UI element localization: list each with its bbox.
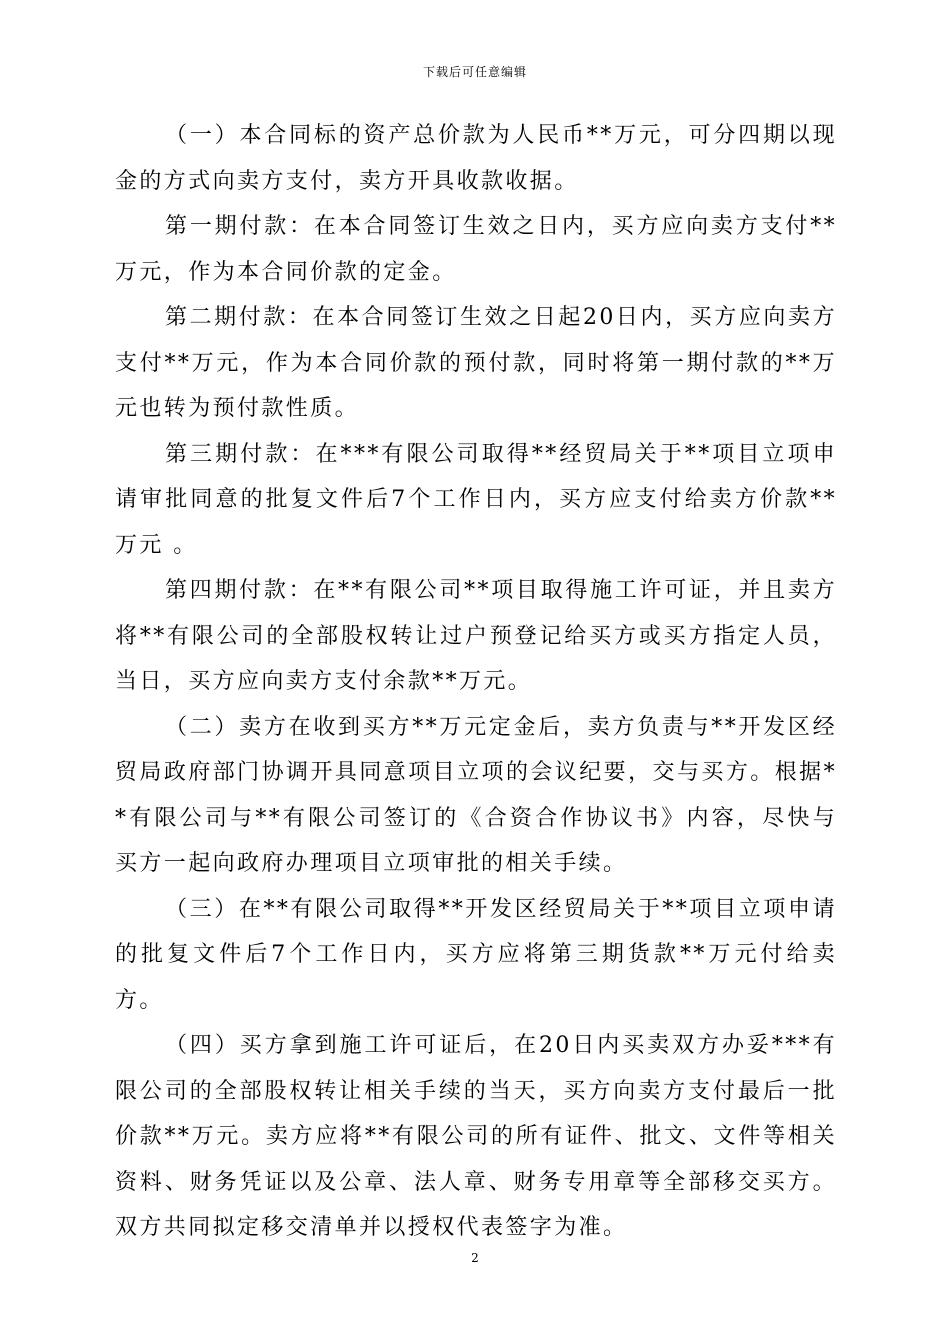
paragraph-third-payment: 第三期付款：在***有限公司取得**经贸局关于**项目立项申请审批同意的批复文件后7个工作日内，买方应支付给卖方价款**万元 。 (115, 441, 837, 558)
header-note: 下载后可任意编辑 (422, 65, 527, 79)
paragraph-clause-three: （三）在**有限公司取得**开发区经贸局关于**项目立项申请的批复文件后7个工作日内，买方应将第三期货款**万元付给卖方。 (115, 896, 837, 1013)
paragraph-fourth-payment: 第四期付款：在**有限公司**项目取得施工许可证，并且卖方将**有限公司的全部股权转让过户预登记给买方或买方指定人员，当日，买方应向卖方支付余款**万元。 (115, 578, 837, 694)
paragraph-total-price: （一）本合同标的资产总价款为人民币**万元，可分四期以现金的方式向卖方支付，卖方开具收款收据。 (115, 123, 837, 194)
paragraph-clause-two: （二）卖方在收到买方**万元定金后，卖方负责与**开发区经贸局政府部门协调开具同意项目立项的会议纪要，交与买方。根据**有限公司与**有限公司签订的《合资合作协议书》内容，尽快与买方一起向政府办理项目立项审批的相关手续。 (115, 714, 837, 876)
paragraph-second-payment: 第二期付款：在本合同签订生效之日起20日内，买方应向卖方支付**万元，作为本合同价款的预付款，同时将第一期付款的**万元也转为预付款性质。 (115, 305, 837, 421)
paragraph-clause-four: （四）买方拿到施工许可证后，在20日内买卖双方办妥***有限公司的全部股权转让相关手续的当天，买方向卖方支付最后一批价款**万元。卖方应将**有限公司的所有证件、批文、文件等相关资料、财务凭证以及公章、法人章、财务专用章等全部移交买方。双方共同拟定移交清单并以授权代表签字为准。 (115, 1033, 837, 1240)
document-body (115, 113, 837, 1251)
page-number: 2 (471, 1251, 479, 1265)
paragraph-first-payment: 第一期付款：在本合同签订生效之日内，买方应向卖方支付**万元，作为本合同价款的定金。 (115, 214, 837, 285)
